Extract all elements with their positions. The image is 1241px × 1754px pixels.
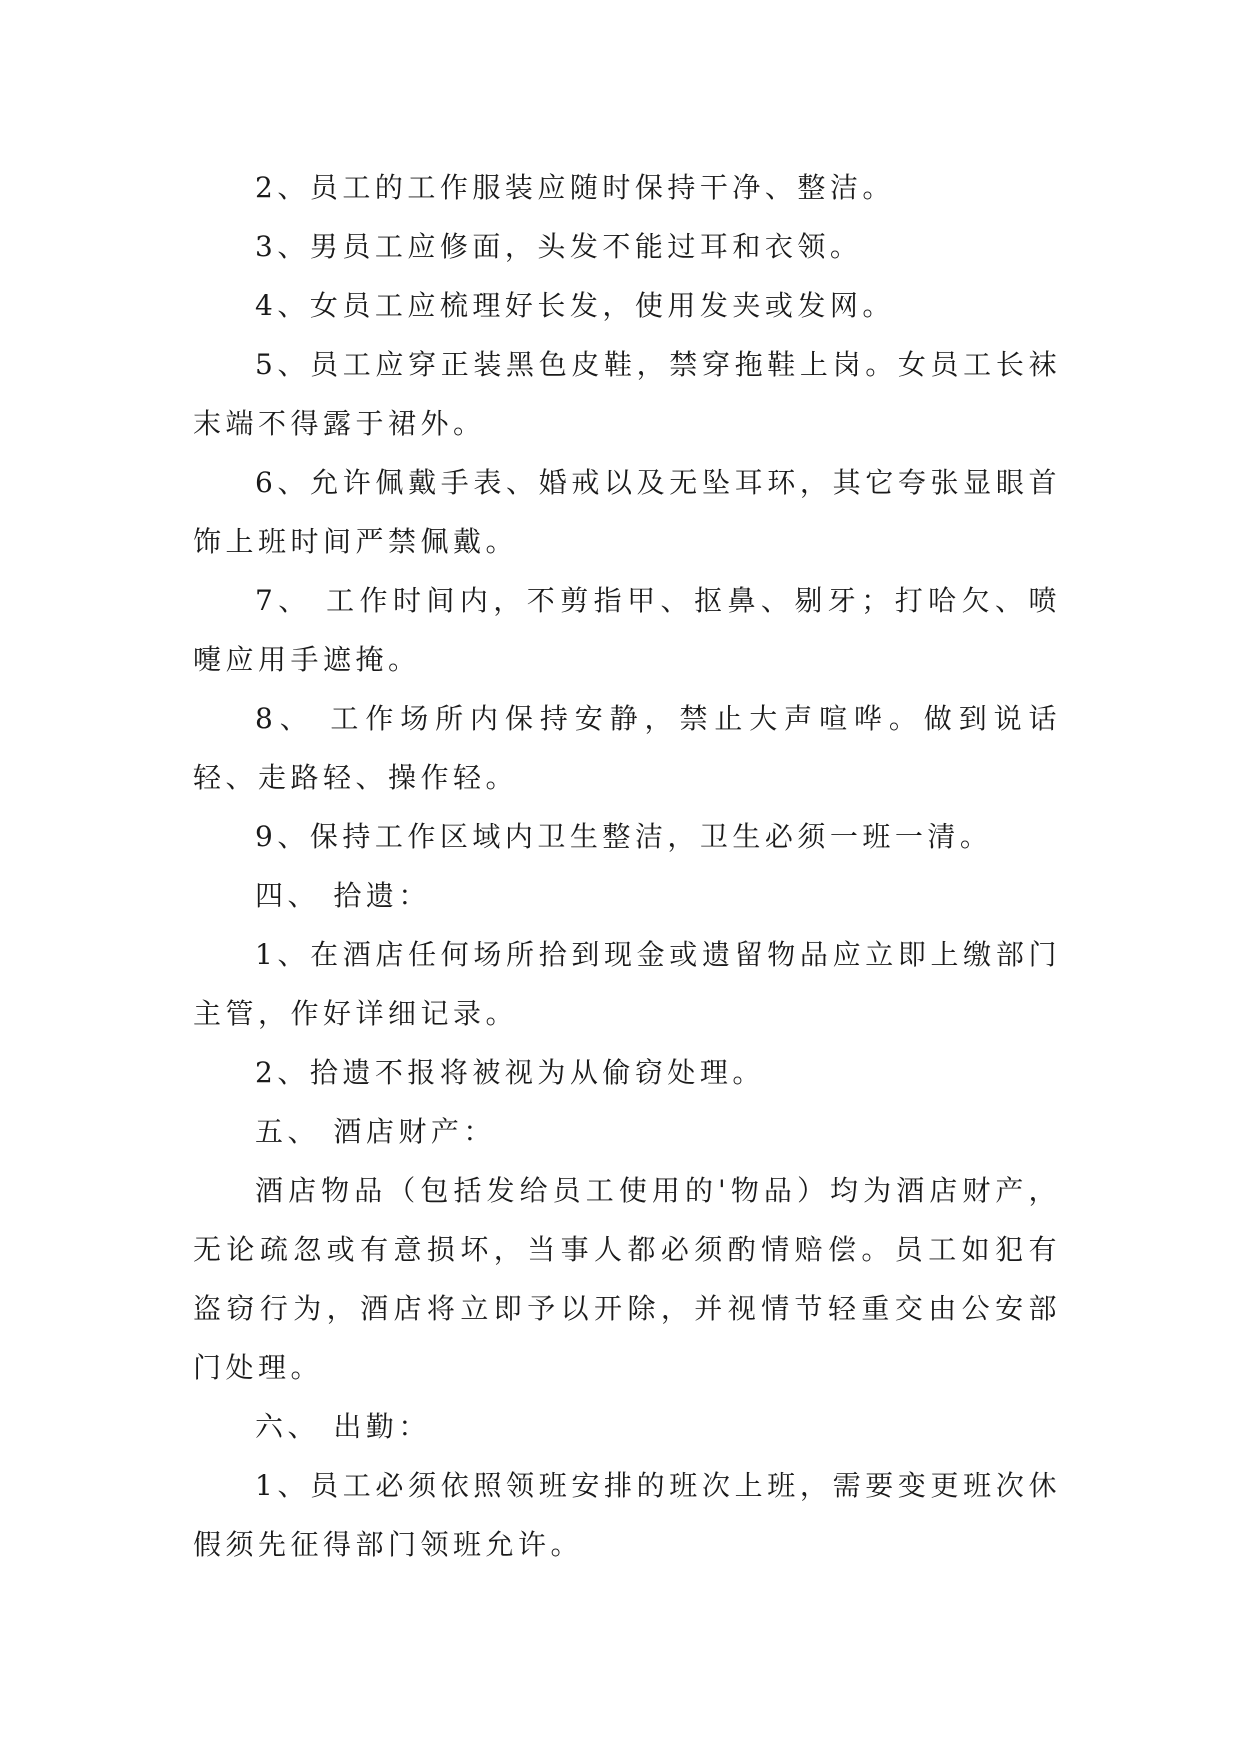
paragraph-hygiene: 9、保持工作区域内卫生整洁，卫生必须一班一清。	[255, 820, 993, 853]
paragraph-shift: 1、员工必须依照领班安排的班次上班，需要变更班次休假须先征得部门领班允许。	[193, 1469, 1061, 1561]
paragraph-property: 酒店物品（包括发给员工使用的'物品）均为酒店财产，无论疏忽或有意损坏，当事人都必须酌情赔偿。员工如犯有盗窃行为，酒店将立即予以开除，并视情节轻重交由公安部门处理。	[193, 1174, 1061, 1384]
paragraph-male-grooming: 3、男员工应修面，头发不能过耳和衣领。	[255, 230, 863, 263]
document-body	[193, 158, 1061, 1574]
paragraph-shoes: 5、员工应穿正装黑色皮鞋，禁穿拖鞋上岗。女员工长袜末端不得露于裙外。	[193, 348, 1061, 440]
paragraph-jewelry: 6、允许佩戴手表、婚戒以及无坠耳环，其它夸张显眼首饰上班时间严禁佩戴。	[193, 466, 1061, 558]
paragraph-lost-items: 1、在酒店任何场所拾到现金或遗留物品应立即上缴部门主管，作好详细记录。	[193, 938, 1061, 1030]
paragraph-unreported: 2、拾遗不报将被视为从偷窃处理。	[255, 1056, 765, 1089]
paragraph-female-hair: 4、女员工应梳理好长发，使用发夹或发网。	[255, 289, 895, 322]
paragraph-work-behavior: 7、 工作时间内，不剪指甲、抠鼻、剔牙；打哈欠、喷嚏应用手遮掩。	[193, 584, 1061, 676]
section-heading-attendance: 六、 出勤：	[255, 1410, 431, 1443]
paragraph-quiet: 8、 工作场所内保持安静，禁止大声喧哗。做到说话轻、走路轻、操作轻。	[193, 702, 1061, 794]
section-heading-property: 五、 酒店财产：	[255, 1115, 496, 1148]
paragraph-uniform-clean: 2、员工的工作服装应随时保持干净、整洁。	[255, 171, 895, 204]
section-heading-lost-found: 四、 拾遗：	[255, 879, 431, 912]
